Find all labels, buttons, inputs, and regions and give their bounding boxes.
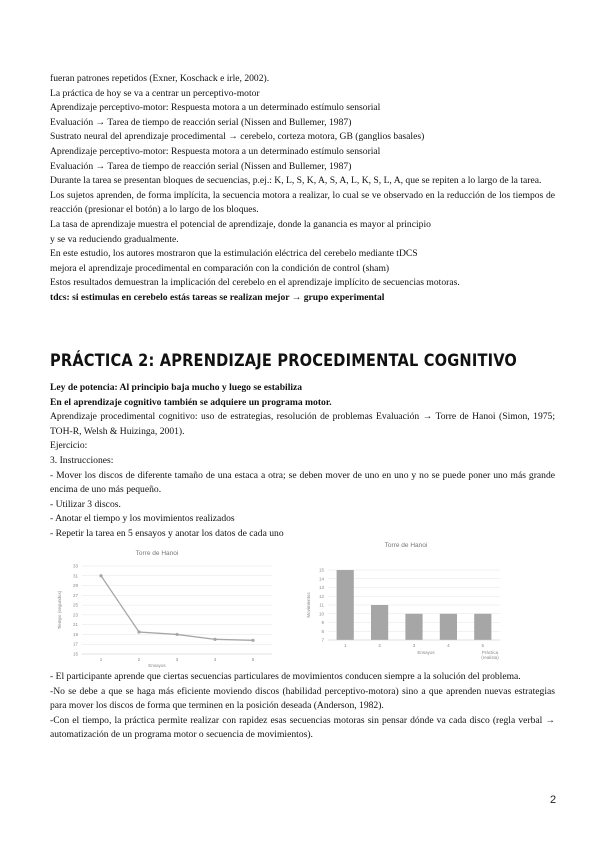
tdcs-summary: tdcs: si estimulas en cerebelo estás tareas se realizan mejor → grupo experimental (50, 291, 385, 303)
y-tick-label: 29 (72, 583, 78, 589)
bar (371, 605, 388, 640)
data-point (99, 574, 102, 577)
y-tick-label: 31 (72, 573, 78, 579)
x-axis-label: Ensayos (148, 663, 166, 668)
data-point (175, 633, 178, 636)
x-tick-label: 3 (412, 643, 416, 648)
text-line: Los sujetos aprenden, de forma implícita, la secuencia motora a realizar, lo cual se ve observado en la reducción de los tiempos de reacción (presionar el botón) a lo largo de los bloques. (50, 189, 555, 216)
y-tick-label: 8 (321, 628, 324, 634)
x-tick-label: 3 (175, 657, 179, 662)
text-line: La tasa de aprendizaje muestra el potencial de aprendizaje, donde la ganancia es mayor al principio (50, 218, 431, 230)
bar (405, 614, 422, 640)
chart-title: Torre de Hanoi (384, 542, 428, 549)
text-line: En este estudio, los autores mostraron que la estimulación eléctrica del cerebelo mediante tDCS (50, 248, 418, 260)
text-line: mejora el aprendizaje procedimental en comparación con la condición de control (sham) (50, 262, 390, 274)
x-tick-label: 5 (251, 657, 255, 662)
text-line: Aprendizaje procedimental cognitivo: uso de estrategias, resolución de problemas Evaluación → Torre de Hanoi (Simon, 1975; TOH-R, Welsh & Huizinga, 2001). (50, 411, 555, 437)
line-chart-time (52, 546, 282, 668)
y-axis-label: Tiempo (segundos) (57, 590, 62, 630)
x-tick-label: 2 (137, 657, 141, 662)
bold-line: En el aprendizaje cognitivo también se adquiere un programa motor. (50, 396, 332, 408)
text-line: Sustrato neural del aprendizaje procedimental → cerebelo, corteza motora, GB (ganglios basales) (50, 131, 425, 143)
y-tick-label: 23 (72, 612, 78, 618)
data-point (213, 638, 216, 641)
bar-chart-svg (300, 538, 525, 670)
text-line: - Mover los discos de diferente tamaño de una estaca a otra; se deben mover de uno en uno y no se puede poner uno más grande encima de uno más pequeño. (50, 469, 555, 496)
x-tick-label: 5 (481, 643, 485, 648)
bar-chart-moves (300, 538, 525, 670)
y-tick-label: 15 (318, 567, 324, 573)
x-tick-label: 2 (378, 643, 381, 648)
chart-title: Torre de Hanoi (135, 550, 179, 557)
bar (440, 614, 457, 640)
text-line: -Con el tiempo, la práctica permite realizar con rapidez esas secuencias motoras sin pensar dónde va cada disco (regla verbal → automatización de un programa motor o secuencia de movimientos). (50, 714, 555, 741)
text-line: - Anotar el tiempo y los movimientos realizados (50, 513, 235, 525)
x-tick-label: 1 (343, 643, 347, 648)
text-line: Aprendizaje perceptivo-motor: Respuesta motora a un determinado estímulo sensorial (50, 102, 381, 114)
y-tick-label: 14 (318, 576, 324, 582)
y-tick-label: 33 (72, 563, 78, 569)
text-line: 3. Instrucciones: (50, 454, 114, 466)
y-tick-label: 15 (72, 651, 78, 657)
y-tick-label: 12 (318, 593, 324, 599)
y-tick-label: 13 (318, 585, 324, 590)
text-line: Durante la tarea se presentan bloques de secuencias, p.ej.: K, L, S, K, A, S, A, L, K, S, L, A, que se repiten a lo largo de la tarea. (50, 175, 542, 187)
intro-section (50, 72, 555, 306)
page-number: 2 (550, 794, 557, 806)
text-line: fueran patrones repetidos (Exner, Koschack e irle, 2002). (50, 73, 270, 84)
bar (337, 570, 354, 640)
text-line: y se va reduciendo gradualmente. (50, 233, 179, 245)
y-tick-label: 11 (319, 602, 324, 608)
section-heading: PRÁCTICA 2: APRENDIZAJE PROCEDIMENTAL COGNITIVO (50, 351, 518, 371)
y-tick-label: 21 (72, 622, 78, 628)
x-tick-label: 1 (99, 657, 103, 662)
text-line: La práctica de hoy se va a centrar un perceptivo-motor (50, 87, 260, 99)
conclusions-section (50, 670, 555, 743)
text-line: Aprendizaje perceptivo-motor: Respuesta motora a un determinado estímulo sensorial (50, 145, 381, 157)
x-tick-label: 4 (447, 643, 450, 648)
y-tick-label: 19 (72, 631, 78, 637)
bold-line: Ley de potencia: Al principio baja mucho y luego se estabiliza (50, 382, 303, 393)
y-tick-label: 17 (72, 641, 78, 647)
bar (474, 614, 491, 640)
text-line: - El participante aprende que ciertas secuencias particulares de movimientos conducen siempre a la solución del problema. (50, 671, 521, 682)
text-line: -No se debe a que se haga más eficiente moviendo discos (habilidad perceptivo-motora) sino a que aprenden nuevas estrategias para mover los discos de forma que terminen en la posición deseada (Anderson, 1982). (50, 685, 555, 712)
x-tick-label: 4 (213, 657, 217, 662)
legend-label: (realista) (481, 655, 499, 660)
y-tick-label: 9 (321, 620, 324, 625)
text-line: - Utilizar 3 discos. (50, 498, 121, 510)
practice-2-section (50, 381, 555, 542)
legend-label: Práctica (481, 650, 499, 655)
y-tick-label: 10 (318, 611, 324, 617)
text-line: - Repetir la tarea en 5 ensayos y anotar los datos de cada uno (50, 527, 284, 539)
text-line: Evaluación → Tarea de tiempo de reacción serial (Nissen and Bullemer, 1987) (50, 160, 352, 172)
y-tick-label: 25 (72, 602, 78, 608)
text-line: Estos resultados demuestran la implicación del cerebelo en el aprendizaje implícito de secuencias motoras. (50, 277, 460, 289)
y-tick-label: 7 (321, 637, 324, 643)
data-point (137, 630, 140, 633)
y-tick-label: 27 (72, 592, 78, 598)
text-line: Ejercicio: (50, 440, 88, 452)
text-line: Evaluación → Tarea de tiempo de reacción serial (Nissen and Bullemer, 1987) (50, 116, 352, 128)
y-axis-label: Movimientos (306, 592, 311, 618)
data-point (251, 639, 254, 642)
line-chart-svg (52, 546, 282, 668)
x-axis-label: Ensayos (417, 650, 435, 655)
